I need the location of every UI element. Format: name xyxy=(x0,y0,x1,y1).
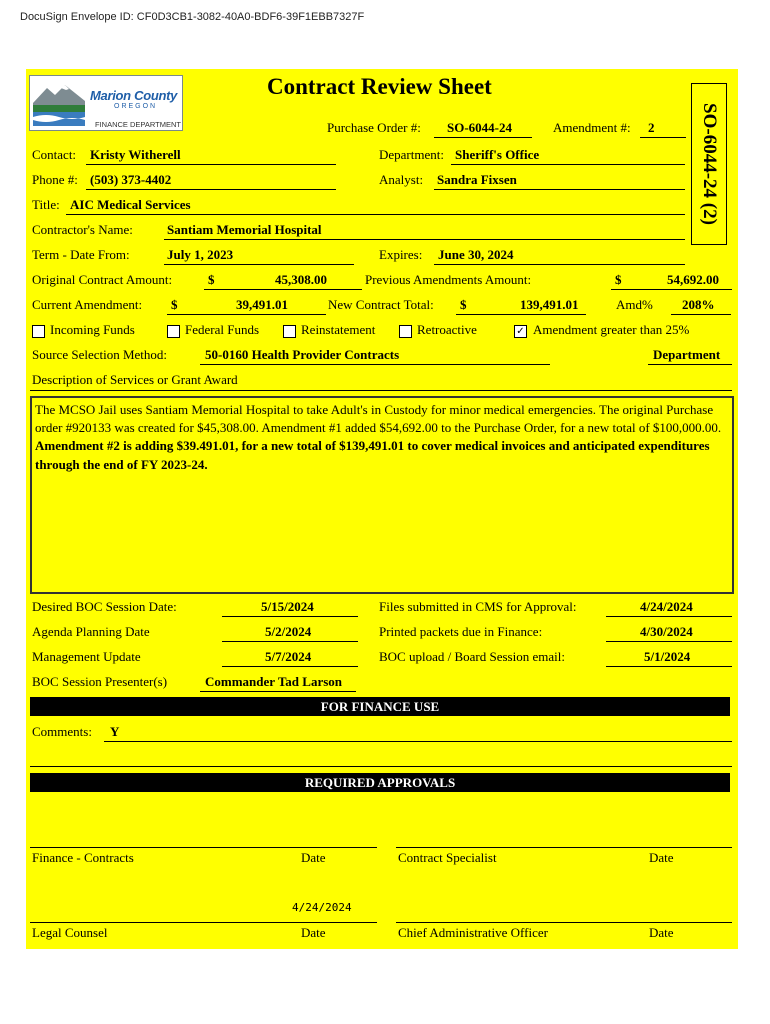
legal-signature-line[interactable] xyxy=(30,922,377,923)
amendment-label: Amendment #: xyxy=(553,120,631,135)
finance-date-label: Date xyxy=(301,850,326,865)
retroactive-checkbox[interactable] xyxy=(399,325,412,338)
comments-extra-line xyxy=(30,766,732,767)
management-update-label: Management Update xyxy=(32,649,141,664)
analyst-value: Sandra Fixsen xyxy=(437,172,517,187)
term-from-value: July 1, 2023 xyxy=(167,247,234,262)
contact-label: Contact: xyxy=(32,147,77,162)
marion-county-logo xyxy=(29,75,183,131)
description-text-plain: The MCSO Jail uses Santiam Memorial Hospital to take Adult's in Custody for minor medical emergencies. The original Purchase order #920133 was created for $45,308.00. Amendment #1 added $54,692.00 to the Purchase Order, for a new total of $100,000.00. xyxy=(35,402,722,436)
specialist-date-label: Date xyxy=(649,850,674,865)
purchase-order-value: SO-6044-24 xyxy=(447,120,512,135)
contract-specialist-label: Contract Specialist xyxy=(398,850,497,865)
phone-value: (503) 373-4402 xyxy=(90,172,172,187)
cao-label: Chief Administrative Officer xyxy=(398,925,548,940)
comments-underline xyxy=(104,741,732,742)
department-value: Sheriff's Office xyxy=(455,147,540,162)
reinstatement-checkbox[interactable] xyxy=(283,325,296,338)
boc-upload-value: 5/1/2024 xyxy=(644,649,691,664)
source-selection-label: Source Selection Method: xyxy=(32,347,168,362)
federal-funds-checkbox[interactable] xyxy=(167,325,180,338)
department-right-underline xyxy=(648,364,732,365)
specialist-signature-line[interactable] xyxy=(396,847,732,848)
phone-label: Phone #: xyxy=(32,172,78,187)
boc-session-underline xyxy=(222,616,358,617)
contractor-underline xyxy=(164,239,685,240)
printed-packets-value: 4/30/2024 xyxy=(640,624,693,639)
comments-value: Y xyxy=(110,724,120,739)
amendment-over-25-checkbox[interactable] xyxy=(514,325,527,338)
contract-review-sheet xyxy=(26,69,738,949)
title-value: AIC Medical Services xyxy=(70,197,191,212)
management-update-value: 5/7/2024 xyxy=(265,649,312,664)
management-update-underline xyxy=(222,666,358,667)
cao-date-label: Date xyxy=(649,925,674,940)
new-total-underline xyxy=(456,314,586,315)
boc-session-value: 5/15/2024 xyxy=(261,599,314,614)
new-total-value: 139,491.01 xyxy=(520,297,579,312)
incoming-funds-label: Incoming Funds xyxy=(50,322,135,337)
boc-upload-label: BOC upload / Board Session email: xyxy=(379,649,565,664)
current-amendment-underline xyxy=(167,314,326,315)
purchase-order-underline xyxy=(434,137,532,138)
vertical-purchase-order-id: SO-6044-24 (2) xyxy=(699,103,720,225)
agenda-planning-label: Agenda Planning Date xyxy=(32,624,150,639)
previous-amendments-label: Previous Amendments Amount: xyxy=(365,272,532,287)
original-amount-value: 45,308.00 xyxy=(275,272,327,287)
term-from-underline xyxy=(164,264,354,265)
source-selection-value: 50-0160 Health Provider Contracts xyxy=(205,347,400,362)
title-underline xyxy=(66,214,685,215)
expires-label: Expires: xyxy=(379,247,423,262)
finance-contracts-label: Finance - Contracts xyxy=(32,850,134,865)
current-amendment-currency: $ xyxy=(171,297,178,312)
amendment-over-25-label: Amendment greater than 25% xyxy=(533,322,690,337)
amendment-underline xyxy=(640,137,686,138)
logo-state: OREGON xyxy=(114,103,158,110)
original-amount-label: Original Contract Amount: xyxy=(32,272,173,287)
expires-value: June 30, 2024 xyxy=(438,247,514,262)
amendment-value: 2 xyxy=(648,120,655,135)
cao-signature-line[interactable] xyxy=(396,922,732,923)
checkmark-icon: ✓ xyxy=(516,326,525,337)
mountain-landscape-icon xyxy=(33,79,85,126)
department-underline xyxy=(451,164,685,165)
files-cms-underline xyxy=(606,616,732,617)
description-text-bold: Amendment #2 is adding $39.491.01, for a new total of $139,491.01 to cover medical invoices and anticipated expenditures through the end of FY 2023-24. xyxy=(35,438,710,472)
retroactive-label: Retroactive xyxy=(417,322,477,337)
page-title: Contract Review Sheet xyxy=(267,74,492,99)
amd-percent-underline xyxy=(671,314,731,315)
legal-signed-date: 4/24/2024 xyxy=(292,901,352,914)
expires-underline xyxy=(434,264,685,265)
legal-date-label: Date xyxy=(301,925,326,940)
source-selection-underline xyxy=(200,364,550,365)
files-cms-value: 4/24/2024 xyxy=(640,599,693,614)
contractor-label: Contractor's Name: xyxy=(32,222,133,237)
boc-upload-underline xyxy=(606,666,732,667)
files-cms-label: Files submitted in CMS for Approval: xyxy=(379,599,577,614)
amd-percent-value: 208% xyxy=(682,297,715,312)
description-label: Description of Services or Grant Award xyxy=(32,372,238,387)
source-selection-department: Department xyxy=(653,347,721,362)
reinstatement-label: Reinstatement xyxy=(301,322,376,337)
agenda-planning-value: 5/2/2024 xyxy=(265,624,312,639)
printed-packets-underline xyxy=(606,641,732,642)
current-amendment-label: Current Amendment: xyxy=(32,297,143,312)
current-amendment-value: 39,491.01 xyxy=(236,297,288,312)
previous-amendments-underline xyxy=(611,289,732,290)
new-total-label: New Contract Total: xyxy=(328,297,434,312)
contact-underline xyxy=(86,164,336,165)
description-label-underline xyxy=(30,390,732,391)
required-approvals-bar: REQUIRED APPROVALS xyxy=(30,773,730,792)
presenter-label: BOC Session Presenter(s) xyxy=(32,674,168,689)
new-total-currency: $ xyxy=(460,297,467,312)
department-label: Department: xyxy=(379,147,444,162)
phone-underline xyxy=(86,189,336,190)
description-box[interactable] xyxy=(30,396,734,594)
finance-signature-line[interactable] xyxy=(30,847,377,848)
previous-amendments-currency: $ xyxy=(615,272,622,287)
description-text xyxy=(35,401,733,474)
logo-department: FINANCE DEPARTMENT xyxy=(95,120,181,129)
logo-name: Marion County xyxy=(90,88,178,103)
vertical-id-box xyxy=(691,83,727,245)
contractor-value: Santiam Memorial Hospital xyxy=(167,222,322,237)
boc-session-label: Desired BOC Session Date: xyxy=(32,599,177,614)
comments-label: Comments: xyxy=(32,724,92,739)
federal-funds-label: Federal Funds xyxy=(185,322,260,337)
term-label: Term - Date From: xyxy=(32,247,130,262)
legal-counsel-label: Legal Counsel xyxy=(32,925,108,940)
title-label: Title: xyxy=(32,197,60,212)
amd-percent-label: Amd% xyxy=(616,297,653,312)
previous-amendments-value: 54,692.00 xyxy=(667,272,719,287)
printed-packets-label: Printed packets due in Finance: xyxy=(379,624,543,639)
presenter-underline xyxy=(200,691,356,692)
contact-value: Kristy Witherell xyxy=(90,147,181,162)
agenda-planning-underline xyxy=(222,641,358,642)
envelope-id: DocuSign Envelope ID: CF0D3CB1-3082-40A0-BDF6-39F1EBB7327F xyxy=(20,11,365,23)
incoming-funds-checkbox[interactable] xyxy=(32,325,45,338)
purchase-order-label: Purchase Order #: xyxy=(327,120,421,135)
analyst-label: Analyst: xyxy=(379,172,424,187)
finance-use-bar: FOR FINANCE USE xyxy=(30,697,730,716)
analyst-underline xyxy=(434,189,685,190)
original-amount-currency: $ xyxy=(208,272,215,287)
original-amount-underline xyxy=(204,289,362,290)
presenter-value: Commander Tad Larson xyxy=(205,674,343,689)
